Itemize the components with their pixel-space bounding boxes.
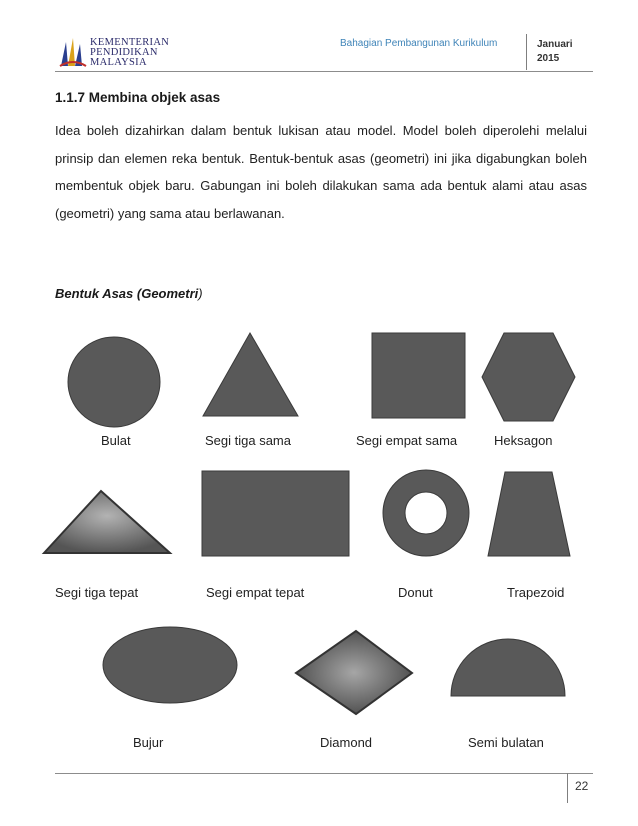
trapezoid-shape [488, 472, 570, 556]
rectangle-shape [202, 471, 349, 556]
label-diamond: Diamond [320, 735, 373, 750]
circle-shape [68, 337, 160, 427]
square-shape [372, 333, 465, 418]
equilateral-triangle-shape [203, 333, 298, 416]
logo-line-3: MALAYSIA [90, 57, 147, 68]
semicircle-shape [451, 639, 565, 696]
page-number: 22 [575, 779, 589, 793]
hexagon-shape [482, 333, 575, 421]
label-hexagon: Heksagon [494, 433, 553, 448]
subheading-text: Bentuk Asas (Geometri [55, 286, 199, 301]
footer-rule [55, 773, 593, 774]
label-square: Segi empat sama [356, 433, 458, 448]
section-title: 1.1.7 Membina objek asas [55, 90, 221, 105]
header-unit: Bahagian Pembangunan Kurikulum [340, 38, 498, 49]
header-year: 2015 [537, 53, 560, 64]
label-semicircle: Semi bulatan [468, 735, 544, 750]
body-paragraph: Idea boleh dizahirkan dalam bentuk lukisan atau model. Model boleh diperolehi melalui prinsip dan elemen reka bentuk. Bentuk-bentuk asas (geometri) ini jika digabungkan boleh membentuk objek baru. Gabungan ini boleh dilakukan sama ada bentuk alami atau asas (geometri) yang sama atau berlawanan. [55, 123, 587, 221]
diamond-shape [296, 631, 412, 714]
right-triangle-shape [44, 491, 170, 553]
label-rectangle: Segi empat tepat [206, 585, 305, 600]
subheading-paren: ) [198, 286, 203, 301]
donut-shape [383, 470, 469, 556]
label-trapezoid: Trapezoid [507, 585, 565, 600]
logo-line-2: PENDIDIKAN [90, 47, 158, 58]
oval-shape [103, 627, 237, 703]
label-donut: Donut [398, 585, 433, 600]
footer-divider [567, 773, 568, 803]
label-oval: Bujur [133, 735, 164, 750]
label-equilateral-triangle: Segi tiga sama [205, 433, 291, 448]
header-month: Januari [537, 39, 573, 50]
label-circle: Bulat [101, 433, 131, 448]
logo-line-1: KEMENTERIAN [90, 37, 170, 48]
label-right-triangle: Segi tiga tepat [55, 585, 139, 600]
